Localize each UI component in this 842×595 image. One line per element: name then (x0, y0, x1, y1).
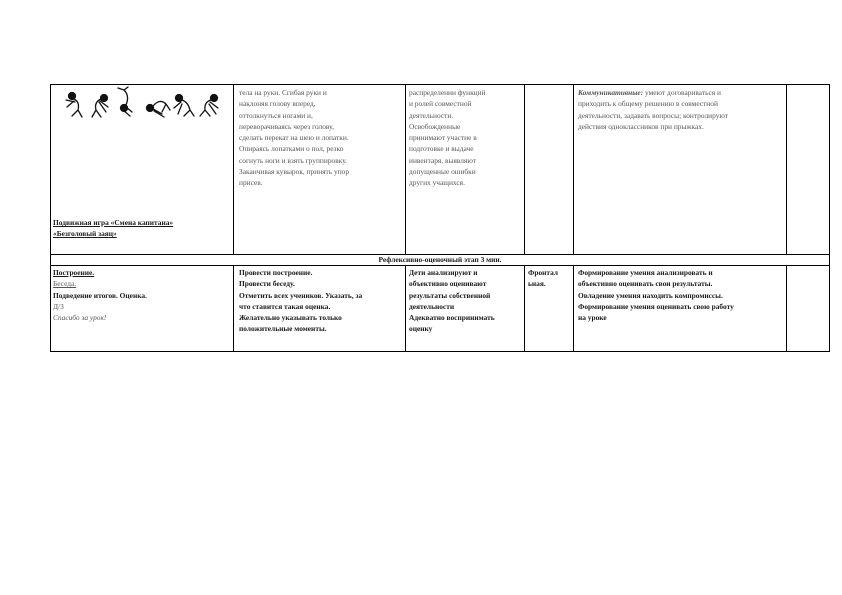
text-line: Желательно указывать только (239, 313, 342, 323)
stage-header (51, 254, 829, 265)
text-line: Дети анализируют и (409, 268, 478, 277)
game-title (53, 217, 231, 240)
teacher-actions (239, 267, 403, 335)
text-line: оттолкнуться ногами и, (239, 110, 313, 120)
text-line: Построение. (53, 268, 95, 277)
text-line: присев. (239, 178, 263, 188)
text-line: Беседа. (53, 279, 77, 289)
text-line: положительные моменты. (239, 324, 327, 334)
text-line: принимают участие в (409, 133, 477, 143)
col-border (524, 265, 525, 352)
student-activity (409, 87, 522, 189)
text-line: распределении функций (409, 88, 486, 97)
somersault-figures-illustration (58, 84, 223, 120)
text-line: оценку (409, 324, 433, 334)
figure-squat (200, 95, 218, 117)
col-border (573, 265, 574, 352)
col-border (233, 84, 234, 254)
col-border (786, 265, 787, 352)
text-line: допущенные ошибки (409, 167, 476, 177)
text-line: действия одноклассников при прыжках. (578, 121, 704, 131)
text-line: Формирование умения оценивать свою работу (578, 301, 734, 311)
text-line: и ролей совместной (409, 99, 472, 109)
text-line: Провести построение. (239, 268, 313, 277)
text-line: приходить к общему решению в совместной (578, 99, 718, 109)
figure-roll (118, 87, 132, 116)
col-border (50, 265, 51, 352)
text-line: Провести беседу. (239, 279, 295, 289)
text-line: Освобожденные (409, 121, 461, 131)
text-line: Опираясь лопатками о пол, резко (239, 144, 344, 154)
col-border (405, 84, 406, 254)
game-subtitle-line: «Безголовый заяц» (53, 229, 117, 239)
text-line: наклоняя голову вперед, (239, 99, 316, 109)
text-line: на уроке (578, 313, 607, 323)
text-line: Спасибо за урок! (53, 313, 107, 323)
text-line: инвентаря, выявляют (409, 155, 476, 165)
col-border (829, 84, 830, 254)
text-line: других учащихся. (409, 178, 465, 188)
text-line: Формирование умения анализировать и (578, 268, 713, 277)
text-line: объективно оценивать свои результаты. (578, 279, 713, 289)
communicative-outcomes (578, 87, 784, 132)
figure-rolling (174, 95, 194, 117)
text-line: ьная. (528, 279, 546, 289)
text-line: Адекватно воспринимать (409, 313, 495, 323)
text-line: деятельности, задавать вопросы; контролируют (578, 110, 729, 120)
student-reflection (409, 267, 522, 335)
text-line: Овладение умения находить компромиссы. (578, 290, 723, 300)
text-line: объективно оценивают (409, 279, 487, 289)
text-line: тела на руки. Сгибая руки и (239, 88, 327, 97)
col-border (786, 84, 787, 254)
table-border-bottom (50, 351, 830, 352)
text-line: Подведение итогов. Оценка. (53, 290, 147, 300)
text-line: Заканчивая кувырок, принять упор (239, 167, 350, 177)
col-border (50, 84, 51, 254)
stage-header-text: Рефлексивно-оценочный этап 3 мин. (378, 255, 502, 264)
text-line: согнуть ноги и взять группировку. (239, 155, 348, 165)
text-line: что ставится такая оценка. (239, 301, 331, 311)
text-line: переворачиваясь через голову, (239, 121, 334, 131)
text-line: сделать перекат на шею и лопатки. (239, 133, 349, 143)
figure-tuck (147, 101, 171, 117)
reflection-stage-content (53, 267, 231, 323)
game-title-line: Подвижная игра «Смена капитана» (53, 218, 174, 227)
figure-crouch (66, 93, 82, 118)
col-border (829, 265, 830, 352)
communicative-text: умеют договариваться и (643, 88, 721, 97)
text-line: подготовке и выдаче (409, 144, 474, 154)
text-line: Фронтал (528, 268, 559, 277)
text-line: Д/З (53, 301, 64, 311)
col-border (524, 84, 525, 254)
figure-lean (92, 95, 108, 118)
technique-description (239, 87, 403, 189)
learning-outcomes (578, 267, 784, 323)
text-line: деятельности (409, 301, 455, 311)
col-border (573, 84, 574, 254)
col-border (233, 265, 234, 352)
text-line: Отметить всех учеников. Указать, за (239, 290, 363, 300)
work-form (528, 267, 572, 290)
communicative-label: Коммуникативные: (578, 88, 644, 97)
col-border (405, 265, 406, 352)
text-line: деятельности. (409, 110, 454, 120)
text-line: результаты собственной (409, 290, 491, 300)
